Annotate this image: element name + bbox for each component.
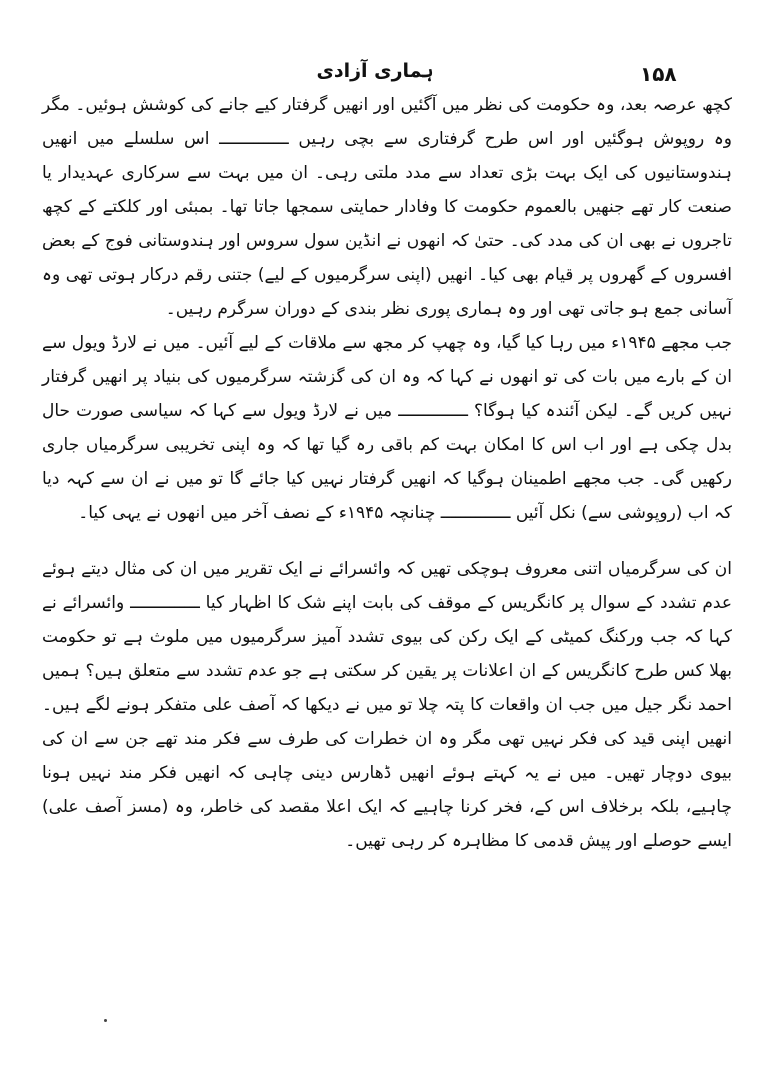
- paragraph: ان کی سرگرمیاں اتنی معروف ہوچکی تھیں کہ وائسرائے نے ایک تقریر میں ان کی مثال دیتے ہوئے عدم تشدد کے سوال پر کانگریس کے موقف کی بابت اپنے شک کا اظہار کیا ــــــــــــــ وائسرائے نے کہا کہ جب ورکنگ کمیٹی کے ایک رکن کی بیوی تشدد آمیز سرگرمیوں میں ملوث ہے تو حکومت بھلا کس طرح کانگریس کے ان اعلانات پر یقین کر سکتی ہے جو عدم تشدد سے متعلق ہیں؟ ہمیں احمد نگر جیل میں جب ان واقعات کا پتہ چلا تو میں نے دیکھا کہ آصف علی متفکر ہونے لگے ہیں۔ انھیں اپنی قید کی فکر نہیں تھی مگر وہ ان خطرات کی طرف سے فکر مند تھے جن سے ان کی بیوی دوچار تھیں۔ میں نے یہ کہتے ہوئے انھیں ڈھارس دینی چاہی کہ انھیں فکر مند نہیں ہونا چاہیے، بلکہ برخلاف اس کے، فخر کرنا چاہیے کہ ایک اعلا مقصد کی خاطر، وہ (مسز آصف علی) ایسے حوصلے اور پیش قدمی کا مظاہرہ کر رہی تھیں۔: [42, 559, 732, 851]
- paragraph: جب مجھے ۱۹۴۵ء میں رہا کیا گیا، وہ چھپ کر مجھ سے ملاقات کے لیے آئیں۔ میں نے لارڈ ویول سے ان کے بارے میں بات کی تو انھوں نے کہا کہ وہ ان کی گزشتہ سرگرمیوں کی بنیاد پر انھیں گرفتار نہیں کریں گے۔ لیکن آئندہ کیا ہوگا؟ ــــــــــــــ میں نے لارڈ ویول سے کہا کہ سیاسی صورت حال بدل چکی ہے اور اب اس کا امکان بہت کم باقی رہ گیا تھا کہ وہ اپنی تخریبی سرگرمیاں جاری رکھیں گی۔ جب مجھے اطمینان ہوگیا کہ انھیں گرفتار نہیں کیا جائے گا تو میں نے ان سے کہہ دیا کہ اب (روپوشی سے) نکل آئیں ــــــــــــــ چنانچہ ۱۹۴۵ء کے نصف آخر میں انھوں نے یہی کیا۔: [42, 333, 732, 523]
- body-text: [42, 88, 732, 858]
- paragraph: کچھ عرصہ بعد، وہ حکومت کی نظر میں آگئیں اور انھیں گرفتار کیے جانے کی کوشش ہوئیں۔ مگر وہ روپوش ہوگئیں اور اس طرح گرفتاری سے بچی رہیں ــــــــــــــ اس سلسلے میں انھیں ہندوستانیوں کی ایک بہت بڑی تعداد سے مدد ملتی رہی۔ ان میں بہت سے سرکاری عہدیدار یا صنعت کار تھے جنھیں بالعموم حکومت کا وفادار حمایتی سمجھا جاتا تھا۔ بمبئی اور کلکتے کے کچھ تاجروں نے بھی ان کی مدد کی۔ حتیٰ کہ انھوں نے انڈین سول سروس اور ہندوستانی فوج کے بعض افسروں کے گھروں پر قیام بھی کیا۔ انھیں (اپنی سرگرمیوں کے لیے) جتنی رقم درکار ہوتی تھی وہ آسانی جمع ہو جاتی تھی اور وہ ہماری پوری نظر بندی کے دوران سرگرم رہیں۔: [42, 95, 732, 319]
- page-title: ہماری آزادی: [316, 60, 434, 82]
- page-number: ۱۵۸: [640, 62, 677, 86]
- ink-speck: [104, 1019, 107, 1022]
